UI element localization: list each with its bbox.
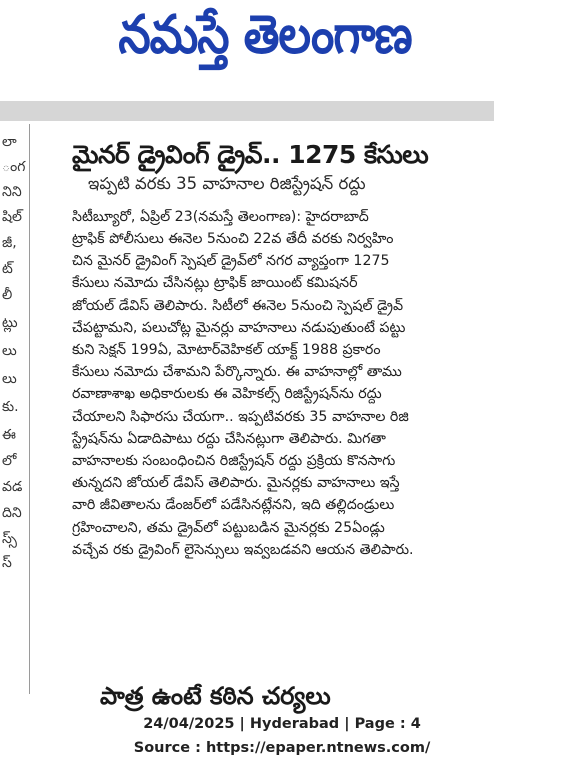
article-body-line: జోయల్ డేవిస్ తెలిపారు. సిటీలో ఈనెల 5నుంచి స్పెషల్ డ్రైవ్ — [72, 297, 404, 314]
adjacent-column-fragment: దిని — [2, 505, 22, 521]
adjacent-column-fragment: ఈ — [2, 427, 16, 443]
article-body-line: కేసులు నమోదు చేశామని పేర్కొన్నారు. ఈ వాహనాల్లో తాము — [72, 364, 402, 381]
adjacent-column-fragment: స్స్ — [2, 531, 17, 547]
adjacent-column-fragment: వడ — [2, 479, 23, 495]
article-body-line: చేపట్టామని, పలుచోట్ల మైనర్లు వాహనాలు నడుపుతుంటే పట్టు — [72, 319, 406, 336]
footer-source-line: Source : https://epaper.ntnews.com/ — [133, 740, 431, 756]
adjacent-column-fragment: జీ, — [2, 235, 17, 251]
adjacent-column-fragment: ట్ — [2, 261, 13, 277]
article-body-line: వాహనాలకు సంబంధించిన రిజిస్ట్రేషన్ రద్దు ప్రక్రియ కొనసాగు — [72, 453, 396, 470]
article — [72, 140, 500, 561]
next-article-heading — [100, 682, 430, 710]
adjacent-column-fragment: లీ — [2, 287, 13, 303]
adjacent-column-fragment: లు — [2, 371, 17, 387]
page-footer — [0, 712, 564, 760]
article-body-line: ట్రాఫిక్ పోలీసులు ఈనెల 5నుంచి 22వ తేదీ వరకు నిర్వహిం — [72, 231, 394, 247]
newspaper-title: నమస్తే తెలంగాణ — [118, 3, 412, 66]
article-body-line: గ్రహించాలని, తమ డ్రైవ్‌లో పట్టుబడిన మైనర్లకు 25ఏండ్లు — [72, 519, 385, 536]
next-article-heading-text: పాత్ర ఉంటే కఠిన చర్యలు — [100, 682, 331, 710]
section-divider-bar — [0, 101, 494, 121]
article-body-line: వారి జీవితాలను డేంజర్‌లో పడేసినట్లేనని, ఇది తల్లిదండ్రులు — [72, 497, 395, 514]
column-rule — [29, 124, 30, 694]
article-body — [72, 206, 500, 561]
article-body-line: సిటీబ్యూరో, ఏప్రిల్ 23(నమస్తే తెలంగాణ): హైదరాబాద్ — [72, 208, 369, 225]
article-body-line: కేసులు నమోదు చేసినట్లు ట్రాఫిక్ జాయింట్ కమిషనర్ — [72, 275, 358, 292]
article-body-line: వచ్చేవ రకు డ్రైవింగ్ లైసెన్సులు ఇవ్వబడవని ఆయన తెలిపారు. — [72, 541, 414, 558]
adjacent-column — [0, 124, 24, 694]
adjacent-column-fragment: లు — [2, 343, 17, 359]
article-body-line: కుని సెక్షన్ 199ఏ, మోటార్‌వెహికల్ యాక్ట్ 1988 ప్రకారం — [72, 342, 381, 359]
masthead — [60, 2, 470, 80]
article-body-line: స్ట్రేషన్‌ను ఏడాదిపాటు రద్దు చేసినట్లుగా తెలిపారు. మిగతా — [72, 430, 386, 447]
adjacent-column-fragment: లా — [2, 134, 17, 150]
article-subheadline: ఇప్పటి వరకు 35 వాహనాల రిజిస్ట్రేషన్ రద్దు — [88, 174, 366, 193]
footer-date-line: 24/04/2025 | Hyderabad | Page : 4 — [143, 716, 421, 732]
adjacent-column-fragment: లో — [2, 453, 17, 469]
adjacent-column-fragment: కు. — [2, 399, 19, 415]
adjacent-column-fragment: స్ — [2, 555, 12, 571]
article-body-line: రవాణాశాఖ అధికారులకు ఈ వెహికల్స్ రిజిస్ట్రేషన్‌ను రద్దు — [72, 386, 382, 403]
article-body-line: చిన మైనర్ డ్రైవింగ్ స్పెషల్ డ్రైవ్‌లో నగర వ్యాప్తంగా 1275 — [72, 253, 390, 270]
adjacent-column-fragment: నిని — [2, 184, 22, 200]
adjacent-column-fragment: ంగ — [2, 159, 26, 175]
adjacent-column-fragment: ట్లు — [2, 315, 18, 331]
article-headline: మైనర్ డ్రైవింగ్ డ్రైవ్.. 1275 కేసులు — [72, 140, 429, 169]
article-body-line: చేయాలని సిఫారసు చేయగా.. ఇప్పటివరకు 35 వాహనాల రిజి — [72, 408, 409, 425]
adjacent-column-fragment: షిల్ — [2, 209, 22, 225]
article-body-line: తున్నదని జోయల్ డేవిస్ తెలిపారు. మైనర్లకు వాహనాలు ఇస్తే — [72, 475, 400, 492]
